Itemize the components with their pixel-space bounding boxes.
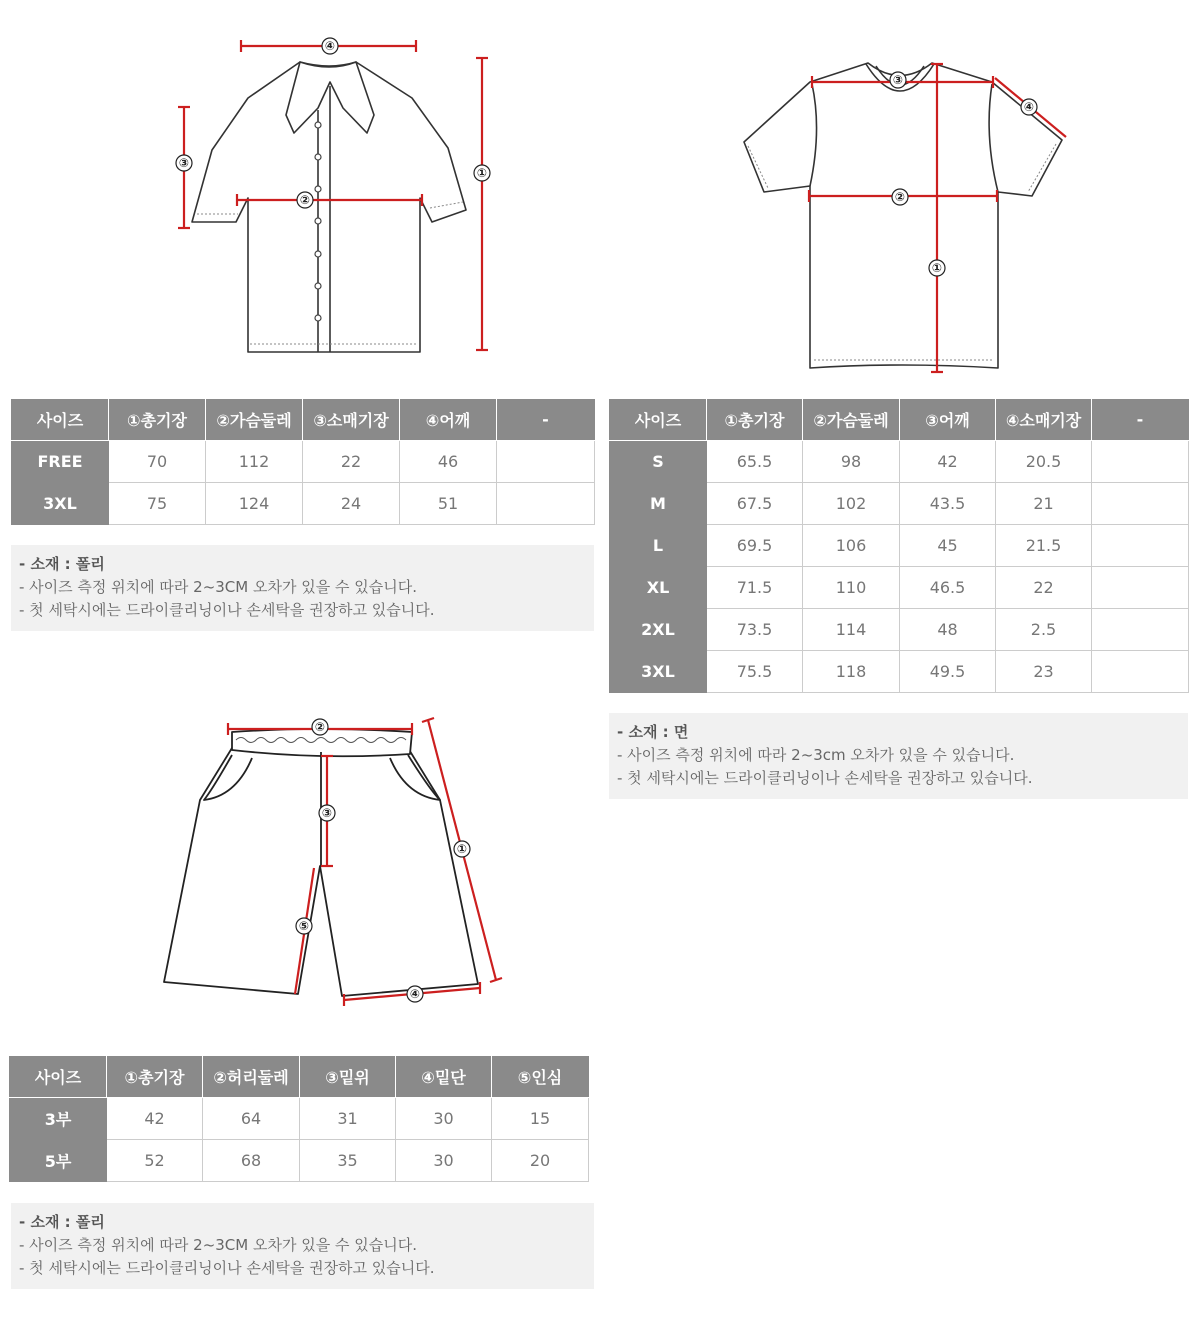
size-label: 3XL	[610, 651, 707, 693]
tshirt-mark-4: ④	[1023, 100, 1035, 114]
note-line: - 사이즈 측정 위치에 따라 2~3cm 오차가 있을 수 있습니다.	[617, 746, 1015, 764]
shirt-illustration	[170, 30, 510, 370]
shirt-mark-4: ④	[324, 39, 336, 53]
table-row	[610, 483, 1189, 525]
header-cell: ①총기장	[109, 399, 206, 441]
table-cell: 67.5	[707, 483, 803, 525]
shorts-mark-4: ④	[409, 987, 421, 1001]
header-cell: 사이즈	[610, 399, 707, 441]
header-cell: -	[1092, 399, 1189, 441]
shirt-size-table	[11, 399, 595, 525]
size-label: FREE	[12, 441, 109, 483]
shirt-notes	[11, 545, 594, 631]
table-cell	[1092, 525, 1189, 567]
material-note: - 소재 : 면	[617, 723, 689, 741]
table-cell	[497, 441, 595, 483]
table-row	[610, 609, 1189, 651]
note-line: - 사이즈 측정 위치에 따라 2~3CM 오차가 있을 수 있습니다.	[19, 1236, 417, 1254]
material-note: - 소재 : 폴리	[19, 1213, 105, 1231]
table-cell: 22	[996, 567, 1092, 609]
shorts-mark-3: ③	[321, 806, 333, 820]
table-cell: 30	[396, 1140, 492, 1182]
table-cell: 110	[803, 567, 900, 609]
shorts-mark-5: ⑤	[298, 919, 310, 933]
table-cell	[1092, 483, 1189, 525]
size-label: S	[610, 441, 707, 483]
table-cell: 35	[300, 1140, 396, 1182]
table-cell: 98	[803, 441, 900, 483]
table-cell: 75	[109, 483, 206, 525]
table-row	[610, 525, 1189, 567]
shirt-mark-1: ①	[476, 166, 488, 180]
table-cell: 49.5	[900, 651, 996, 693]
shorts-size-table	[9, 1056, 589, 1182]
table-header-row	[610, 399, 1189, 441]
table-cell: 45	[900, 525, 996, 567]
size-label: XL	[610, 567, 707, 609]
size-label: M	[610, 483, 707, 525]
note-line: - 첫 세탁시에는 드라이클리닝이나 손세탁을 권장하고 있습니다.	[19, 1259, 435, 1277]
tshirt-size-table	[609, 399, 1189, 693]
table-row	[12, 441, 595, 483]
table-cell: 31	[300, 1098, 396, 1140]
table-cell: 70	[109, 441, 206, 483]
header-cell: 사이즈	[12, 399, 109, 441]
table-cell: 71.5	[707, 567, 803, 609]
table-cell: 65.5	[707, 441, 803, 483]
shirt-diagram	[170, 30, 510, 370]
table-cell	[1092, 567, 1189, 609]
tshirt-diagram	[730, 50, 1080, 380]
size-label: 3부	[10, 1098, 107, 1140]
header-cell: ②가슴둘레	[803, 399, 900, 441]
header-cell: ④밑단	[396, 1056, 492, 1098]
table-cell: 46	[400, 441, 497, 483]
header-cell: ⑤인심	[492, 1056, 589, 1098]
table-cell: 68	[203, 1140, 300, 1182]
header-cell: ③소매기장	[303, 399, 400, 441]
table-cell: 20	[492, 1140, 589, 1182]
table-cell	[1092, 441, 1189, 483]
table-cell: 42	[900, 441, 996, 483]
table-cell: 112	[206, 441, 303, 483]
table-cell: 118	[803, 651, 900, 693]
table-cell: 64	[203, 1098, 300, 1140]
table-cell: 48	[900, 609, 996, 651]
header-cell: ②가슴둘레	[206, 399, 303, 441]
table-cell: 21	[996, 483, 1092, 525]
tshirt-mark-1: ①	[931, 261, 943, 275]
note-line: - 사이즈 측정 위치에 따라 2~3CM 오차가 있을 수 있습니다.	[19, 578, 417, 596]
size-label: 2XL	[610, 609, 707, 651]
tshirt-mark-2: ②	[894, 190, 906, 204]
table-cell: 102	[803, 483, 900, 525]
table-row	[10, 1140, 589, 1182]
table-cell: 75.5	[707, 651, 803, 693]
table-header-row	[10, 1056, 589, 1098]
table-cell	[1092, 609, 1189, 651]
tshirt-notes	[609, 713, 1188, 799]
header-cell: ③밑위	[300, 1056, 396, 1098]
size-label: L	[610, 525, 707, 567]
table-row	[12, 483, 595, 525]
shorts-illustration	[150, 710, 520, 1010]
header-cell: ③어깨	[900, 399, 996, 441]
table-cell: 114	[803, 609, 900, 651]
table-cell: 24	[303, 483, 400, 525]
header-cell: ①총기장	[707, 399, 803, 441]
shorts-mark-1: ①	[456, 842, 468, 856]
header-cell: ④어깨	[400, 399, 497, 441]
header-cell: ④소매기장	[996, 399, 1092, 441]
shirt-mark-2: ②	[299, 193, 311, 207]
size-label: 3XL	[12, 483, 109, 525]
header-cell: ①총기장	[107, 1056, 203, 1098]
size-label: 5부	[10, 1140, 107, 1182]
table-cell: 21.5	[996, 525, 1092, 567]
table-cell	[497, 483, 595, 525]
material-note: - 소재 : 폴리	[19, 555, 105, 573]
table-cell: 124	[206, 483, 303, 525]
table-cell: 43.5	[900, 483, 996, 525]
table-cell: 23	[996, 651, 1092, 693]
table-cell: 15	[492, 1098, 589, 1140]
header-cell: ②허리둘레	[203, 1056, 300, 1098]
table-cell: 73.5	[707, 609, 803, 651]
header-cell: 사이즈	[10, 1056, 107, 1098]
note-line: - 첫 세탁시에는 드라이클리닝이나 손세탁을 권장하고 있습니다.	[617, 769, 1033, 787]
shorts-notes	[11, 1203, 594, 1289]
table-cell: 69.5	[707, 525, 803, 567]
table-cell	[1092, 651, 1189, 693]
shorts-mark-2: ②	[314, 720, 326, 734]
shirt-mark-3: ③	[178, 156, 190, 170]
table-cell: 30	[396, 1098, 492, 1140]
table-cell: 52	[107, 1140, 203, 1182]
table-cell: 22	[303, 441, 400, 483]
header-cell: -	[497, 399, 595, 441]
table-cell: 42	[107, 1098, 203, 1140]
table-cell: 46.5	[900, 567, 996, 609]
table-row	[610, 567, 1189, 609]
table-cell: 51	[400, 483, 497, 525]
tshirt-mark-3: ③	[892, 73, 904, 87]
table-row	[10, 1098, 589, 1140]
note-line: - 첫 세탁시에는 드라이클리닝이나 손세탁을 권장하고 있습니다.	[19, 601, 435, 619]
table-cell: 20.5	[996, 441, 1092, 483]
shorts-diagram	[150, 710, 520, 1010]
table-header-row	[12, 399, 595, 441]
table-row	[610, 651, 1189, 693]
tshirt-illustration	[730, 50, 1080, 380]
table-cell: 2.5	[996, 609, 1092, 651]
table-cell: 106	[803, 525, 900, 567]
table-row	[610, 441, 1189, 483]
